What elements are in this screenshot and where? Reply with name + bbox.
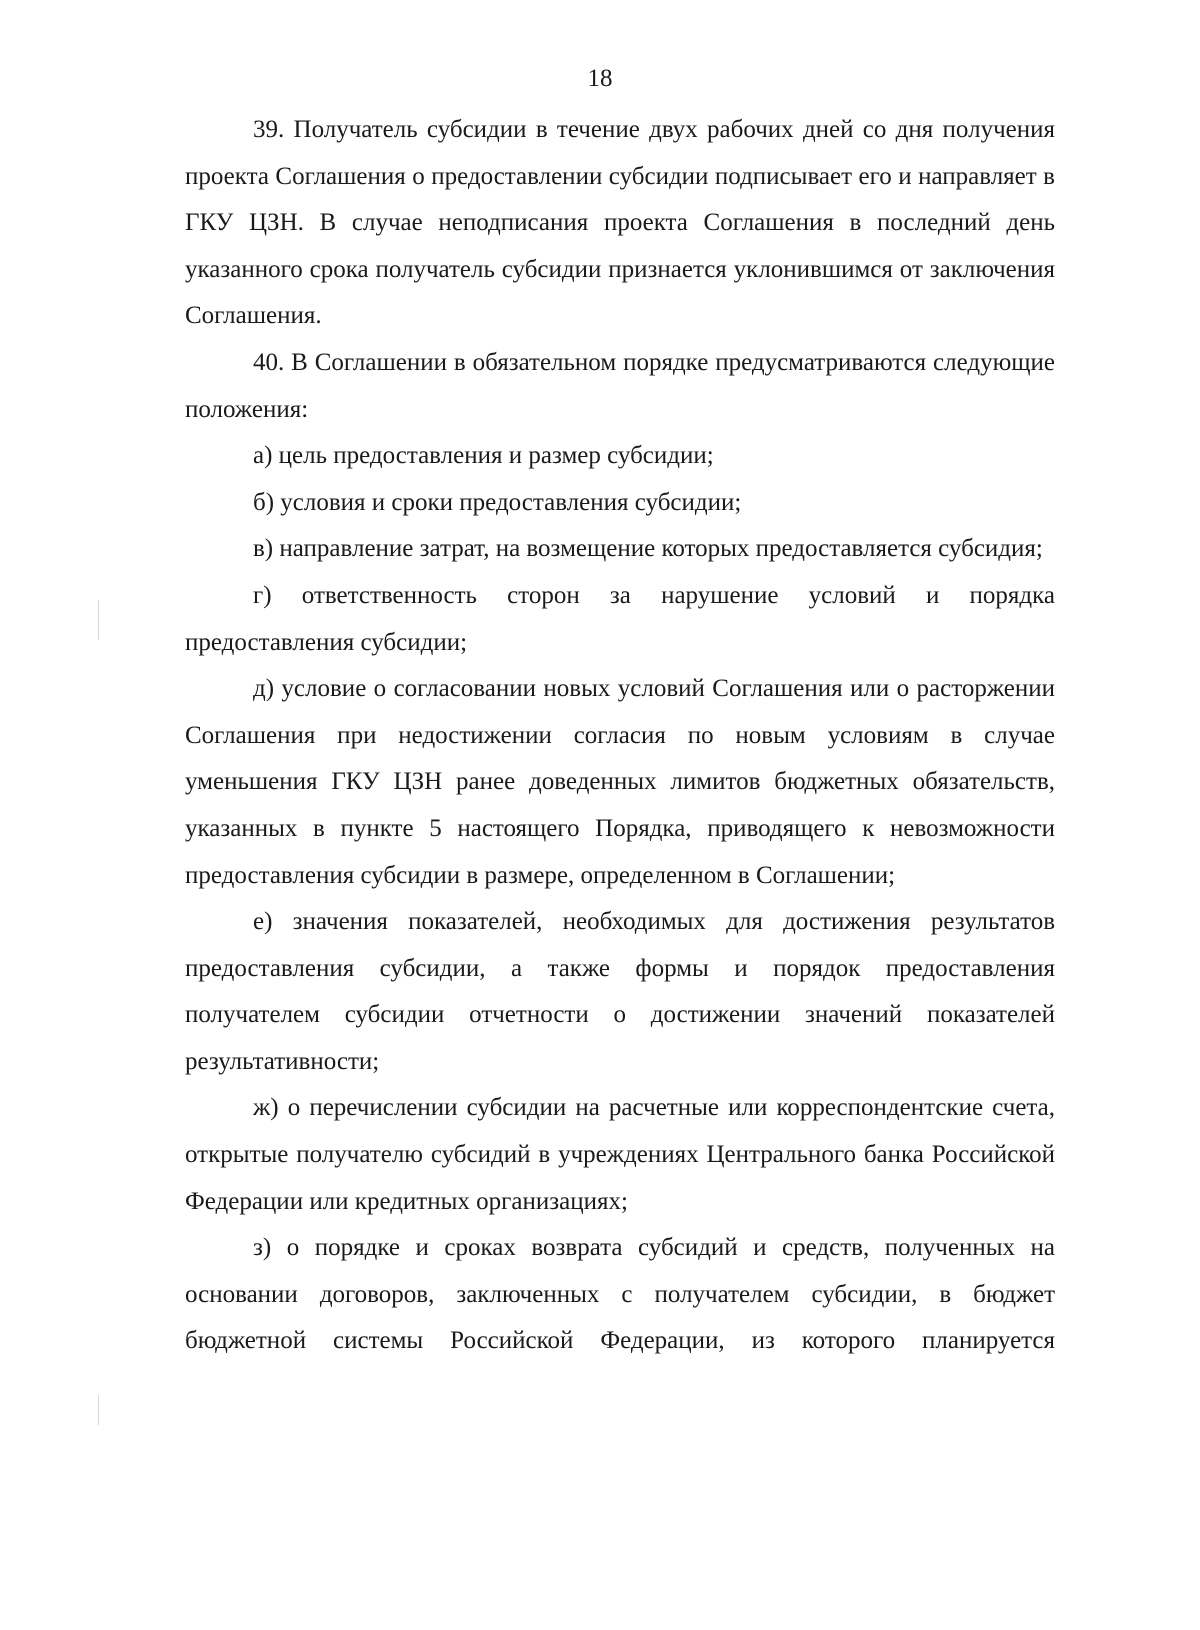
list-item-zh: ж) о перечислении субсидии на расчетные или корреспондентские счета, открытые получателю субсидий в учреждениях Центрального банка Российской Федерации или кредитных организациях; xyxy=(185,1094,1055,1215)
list-item-d: д) условие о согласовании новых условий Соглашения или о расторжении Соглашения при недостижении согласия по новым условиям в случае уменьшения ГКУ ЦЗН ранее доведенных лимитов бюджетных обязательств, указанных в пункте 5 настоящего Порядка, приводящего к невозможности предоставления субсидии в размере, определенном в Соглашении; xyxy=(185,675,1055,889)
scan-edge-mark xyxy=(98,600,99,640)
paragraph-39: 39. Получатель субсидии в течение двух рабочих дней со дня получения проекта Соглашения о предоставлении субсидии подписывает его и направляет в ГКУ ЦЗН. В случае неподписания проекта Соглашения в последний день указанного срока получатель субсидии признается уклонившимся от заключения Соглашения. xyxy=(185,116,1055,330)
list-item-g: г) ответственность сторон за нарушение условий и порядка предоставления субсидии; xyxy=(185,581,1055,656)
paragraph-40: 40. В Соглашении в обязательном порядке предусматриваются следующие положения: xyxy=(185,348,1055,423)
list-item-a: а) цель предоставления и размер субсидии; xyxy=(253,442,714,470)
list-item-v: в) направление затрат, на возмещение которых предоставляется субсидия; xyxy=(253,535,1043,563)
list-item-z: з) о порядке и сроках возврата субсидий и средств, полученных на основании договоров, заключенных с получателем субсидии, в бюджет бюджетной системы Российской Федерации, из которого планируется xyxy=(185,1234,1055,1355)
document-body xyxy=(185,107,1055,1365)
list-item-e: е) значения показателей, необходимых для достижения результатов предоставления субсидии, а также формы и порядок предоставления получателем субсидии отчетности о достижении значений показателей результативности; xyxy=(185,908,1055,1075)
page-number: 18 xyxy=(587,65,613,92)
scan-edge-mark xyxy=(98,1395,99,1425)
list-item-b: б) условия и сроки предоставления субсидии; xyxy=(253,488,742,516)
